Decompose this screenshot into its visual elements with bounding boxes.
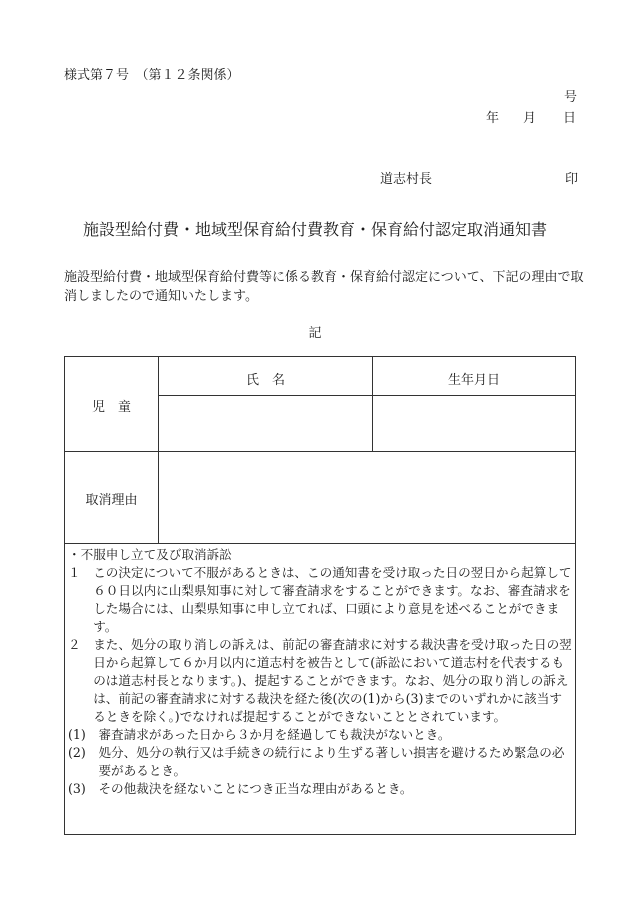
document-title: 施設型給付費・地域型保育給付費教育・保育給付認定取消通知書 (82, 220, 547, 239)
reason-value-cell[interactable] (159, 452, 575, 543)
name-value-cell[interactable] (159, 396, 372, 451)
note-item-text: 審査請求があった日から３か月を経過しても裁決がないとき。 (98, 727, 451, 742)
note-item-mark: ２ (68, 637, 94, 652)
appeal-notes (68, 546, 574, 798)
intro-paragraph: 施設型給付費・地域型保育給付費等に係る教育・保育給付認定について、下記の理由で取消しましたので通知いたします。 (64, 270, 584, 304)
note-item-text: また、処分の取り消しの訴えは、前記の審査請求に対する裁決書を受け取った日の翌日から起算して６か月以内に道志村を被告として(訴訟において道志村を代表するものは道志村長となります。)、提起することができます。なお、処分の取り消しの訴えは、前記の審査請求に対する裁決を経た後(次の(1)から(3)までのいずれかに該当するときを除く。)でなければ提起することができないこととされています。 (93, 637, 572, 724)
birthdate-value-cell[interactable] (373, 396, 575, 451)
document-number-label: 号 (564, 90, 578, 105)
note-item-3 (68, 726, 574, 744)
date-month-label: 月 (523, 111, 537, 126)
note-item-mark: (2) (68, 745, 99, 760)
issuer-name: 道志村長 (380, 172, 433, 187)
note-item-mark: １ (68, 565, 94, 580)
note-item-2 (68, 636, 574, 726)
note-item-4 (68, 744, 574, 780)
notes-heading: ・不服申し立て及び取消訴訟 (68, 547, 232, 562)
note-item-text: 処分、処分の執行又は手続きの続行により生ずる著しい損害を避けるため緊急の必要があるとき。 (98, 745, 565, 778)
note-item-mark: (1) (68, 727, 99, 742)
name-header: 氏 名 (245, 373, 285, 388)
reason-label: 取消理由 (85, 493, 138, 508)
table-hline-reason (65, 543, 575, 544)
date-year-label: 年 (486, 111, 500, 126)
note-item-mark: (3) (68, 781, 99, 796)
form-number: 様式第７号 （第１２条関係） (64, 68, 240, 83)
date-day-label: 日 (563, 111, 577, 126)
note-item-5 (68, 780, 574, 798)
note-item-text: その他裁決を経ないことにつき正当な理由があるとき。 (98, 781, 413, 796)
note-item-1 (68, 564, 574, 636)
issuer-row (380, 168, 578, 187)
birthdate-header: 生年月日 (447, 373, 500, 388)
note-item-text: この決定について不服があるときは、この通知書を受け取った日の翌日から起算して６０日以内に山梨県知事に対して審査請求をすることができます。なお、審査請求をした場合には、山梨県知事に申し立てれば、口頭により意見を述べることができます。 (93, 565, 572, 634)
child-label: 児 童 (91, 400, 131, 415)
details-table (64, 356, 576, 835)
ki-heading: 記 (308, 326, 322, 341)
date-row (486, 107, 576, 126)
seal-mark: 印 (564, 172, 578, 187)
